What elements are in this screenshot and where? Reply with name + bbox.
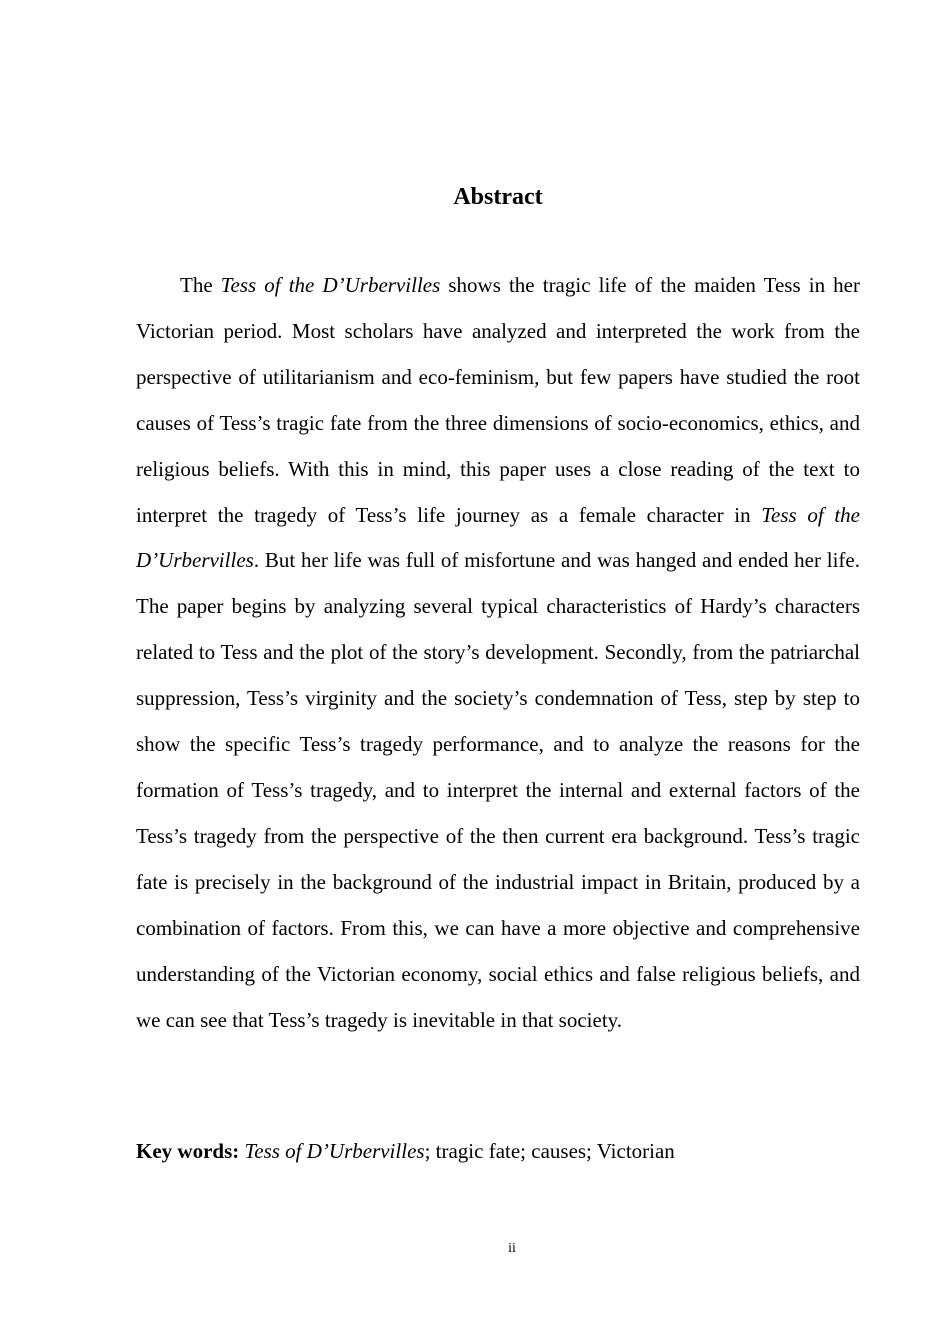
keyword-novel-title: Tess of D’Urbervilles: [244, 1139, 425, 1163]
abstract-text: shows the tragic life of the maiden Tess in her Victorian period. Most scholars have analyzed and interpreted the work from the perspective of utilitarianism and eco-feminism, but few papers have studied the root causes of Tess’s tragic fate from the three dimensions of socio-economics, ethics, and religious beliefs. With this in mind, this paper uses a close reading of the text to interpret the tragedy of Tess’s life journey as a female character in: [136, 273, 860, 527]
keywords-label: Key words:: [136, 1139, 240, 1163]
keywords-line: [136, 1133, 860, 1169]
page-title: Abstract: [453, 184, 543, 210]
abstract-text: . But her life was full of misfortune and was hanged and ended her life. The paper begins by analyzing several typical characteristics of Hardy’s characters related to Tess and the plot of the story’s development. Secondly, from the patriarchal suppression, Tess’s virginity and the society’s condemnation of Tess, step by step to show the specific Tess’s tragedy performance, and to analyze the reasons for the formation of Tess’s tragedy, and to interpret the internal and external factors of the Tess’s tragedy from the perspective of the then current era background. Tess’s tragic fate is precisely in the background of the industrial impact in Britain, produced by a combination of factors. From this, we can have a more objective and comprehensive understanding of the Victorian economy, social ethics and false religious beliefs, and we can see that Tess’s tragedy is inevitable in that society.: [136, 548, 860, 1032]
page-number: ii: [508, 1241, 516, 1256]
keywords-list: ; tragic fate; causes; Victorian: [424, 1139, 675, 1163]
novel-title: Tess of the D’Urbervilles: [136, 502, 860, 573]
abstract-paragraph: [136, 263, 860, 1043]
abstract-text: The: [180, 273, 221, 297]
novel-title: Tess of the D’Urbervilles: [220, 273, 441, 297]
